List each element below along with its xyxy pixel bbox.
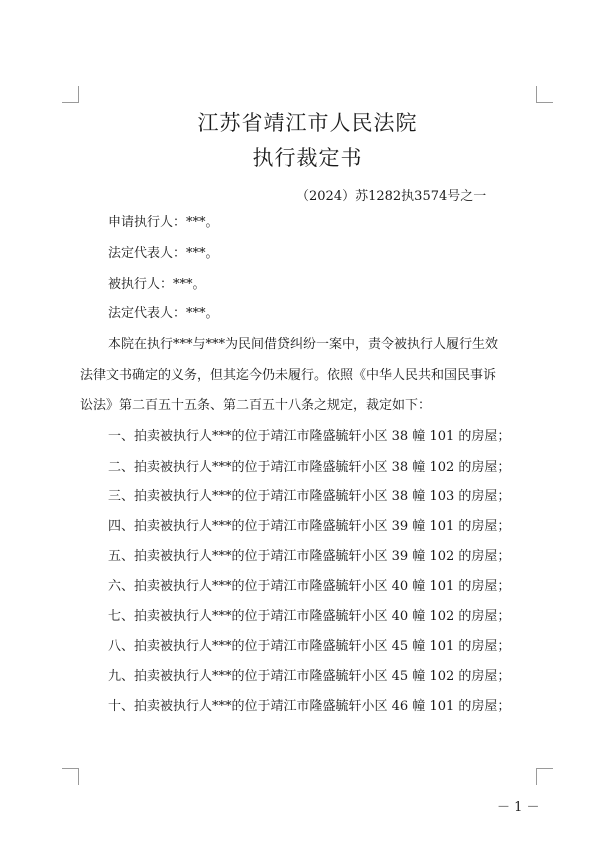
ruling-item: 八、拍卖被执行人***的位于靖江市隆盛毓轩小区 45 幢 101 的房屋； (108, 639, 511, 654)
ruling-item: 十、拍卖被执行人***的位于靖江市隆盛毓轩小区 46 幢 101 的房屋； (108, 699, 511, 714)
court-name: 江苏省靖江市人民法院 (197, 111, 418, 135)
case-number: （2024）苏1282执3574号之一 (296, 189, 487, 204)
crop-mark-top-left (62, 86, 79, 103)
party-line-respondent-representative: 法定代表人：***。 (108, 306, 219, 321)
ruling-item: 三、拍卖被执行人***的位于靖江市隆盛毓轩小区 38 幢 103 的房屋； (108, 489, 511, 504)
ruling-item: 六、拍卖被执行人***的位于靖江市隆盛毓轩小区 40 幢 101 的房屋； (108, 579, 511, 594)
crop-mark-bottom-right (536, 768, 553, 785)
ruling-item: 七、拍卖被执行人***的位于靖江市隆盛毓轩小区 40 幢 102 的房屋； (108, 609, 511, 624)
crop-mark-top-right (536, 86, 553, 103)
ruling-item: 四、拍卖被执行人***的位于靖江市隆盛毓轩小区 39 幢 101 的房屋； (108, 519, 511, 534)
ruling-item: 九、拍卖被执行人***的位于靖江市隆盛毓轩小区 45 幢 102 的房屋； (108, 669, 511, 684)
party-line-applicant: 申请执行人：***。 (108, 215, 219, 230)
party-line-respondent: 被执行人：***。 (108, 277, 206, 292)
party-line-applicant-representative: 法定代表人：***。 (108, 246, 219, 261)
page-number: － 1 － (497, 800, 540, 815)
body-line: 本院在执行***与***为民间借贷纠纷一案中，责令被执行人履行生效 (108, 337, 499, 352)
body-line: 法律文书确定的义务，但其迄今仍未履行。依照《中华人民共和国民事诉 (80, 368, 497, 383)
body-line: 讼法》第二百五十五条、第二百五十八条之规定，裁定如下： (80, 398, 432, 413)
document-type: 执行裁定书 (252, 146, 363, 170)
crop-mark-bottom-left (62, 768, 79, 785)
ruling-item: 一、拍卖被执行人***的位于靖江市隆盛毓轩小区 38 幢 101 的房屋； (108, 429, 511, 444)
ruling-item: 二、拍卖被执行人***的位于靖江市隆盛毓轩小区 38 幢 102 的房屋； (108, 460, 511, 475)
ruling-item: 五、拍卖被执行人***的位于靖江市隆盛毓轩小区 39 幢 102 的房屋； (108, 549, 511, 564)
